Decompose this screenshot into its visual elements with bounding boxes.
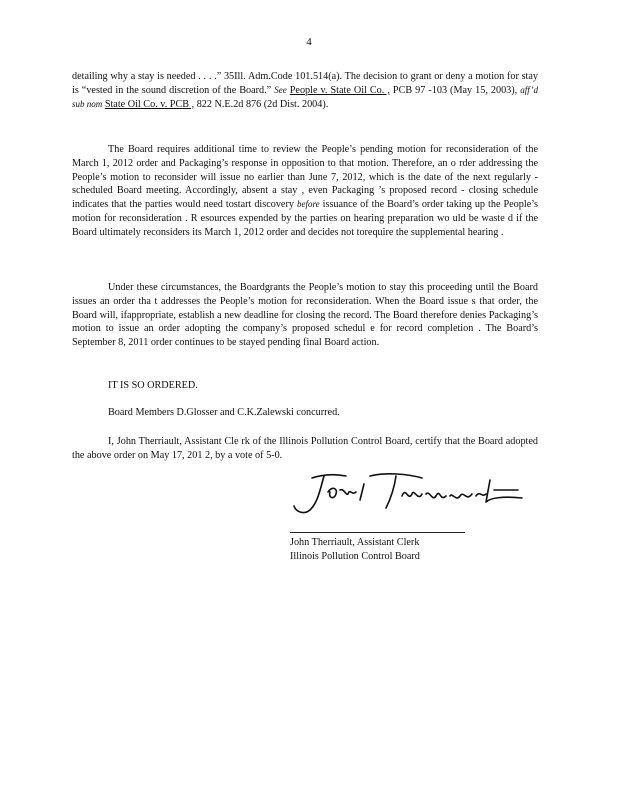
paragraph-board-requires-time: The Board requires additional time to review the People’s pending motion for reconsideration of the March 1, 2012 order and Packaging’s response in opposition to that motion. Therefore, an o rder addressing the People’s motion to reconsider will issue no earlier than June 7, 2012, which is the date of the next regularly - scheduled Board meeting. Accordingly, absent a stay , even Packaging ’s proposed record - closing schedule indicates that the parties would need tostart discovery before issuance of the Board’s order taking up the People’s motion for reconsideration . R esources expended by the parties on hearing preparation wo uld be waste d if the Board ultimately reconsiders its March 1, 2012 order and decides not torequire the supplemental hearing . [72, 144, 539, 238]
signature-line [290, 532, 465, 533]
so-ordered: IT IS SO ORDERED. [108, 380, 198, 391]
signatory-organization: Illinois Pollution Control Board [290, 551, 420, 562]
paragraph-circumstances: Under these circumstances, the Boardgrants the People’s motion to stay this proceeding until the Board issues an order tha t addresses the People’s motion for reconsideration. When the Board issue s that order, the Board will, ifappropriate, establish a new deadline for closing the record. The Board therefore denies Packaging’s motion to issue an order adopting the company’s proposed schedul e for record completion . The Board’s September 8, 2011 order continues to be stayed pending final Board action. [72, 282, 538, 349]
case-citation-people-v-state-oil: People v. State Oil Co. , [289, 84, 390, 96]
see-signal: See [274, 84, 287, 95]
page-number: 4 [306, 36, 312, 48]
case-citation-state-oil-v-pcb: State Oil Co. v. PCB , [104, 98, 195, 110]
paragraph-stay-standard: detailing why a stay is needed . . . .” 35Ill. Adm.Code 101.514(a). The decision to grant or deny a motion for stay is “vested in the sound discretion of the Board.” See People v. State Oil Co. , PCB 97 -103 (May 15, 2003), aff’d sub nom State Oil Co. v. PCB , 822 N.E.2d 876 (2d Dist. 2004). [72, 71, 539, 110]
clerk-certification: I, John Therriault, Assistant Cle rk of the Illinois Pollution Control Board, certify that the Board adopted the above order on May 17, 201 2, by a vote of 5-0. [72, 436, 538, 461]
board-members-concurred: Board Members D.Glosser and C.K.Zalewski concurred. [108, 407, 340, 418]
signatory-name: John Therriault, Assistant Clerk [290, 537, 420, 548]
affd-signal: aff’d sub nom [72, 84, 539, 109]
handwritten-signature [290, 468, 530, 516]
before-italic: before [296, 199, 320, 210]
